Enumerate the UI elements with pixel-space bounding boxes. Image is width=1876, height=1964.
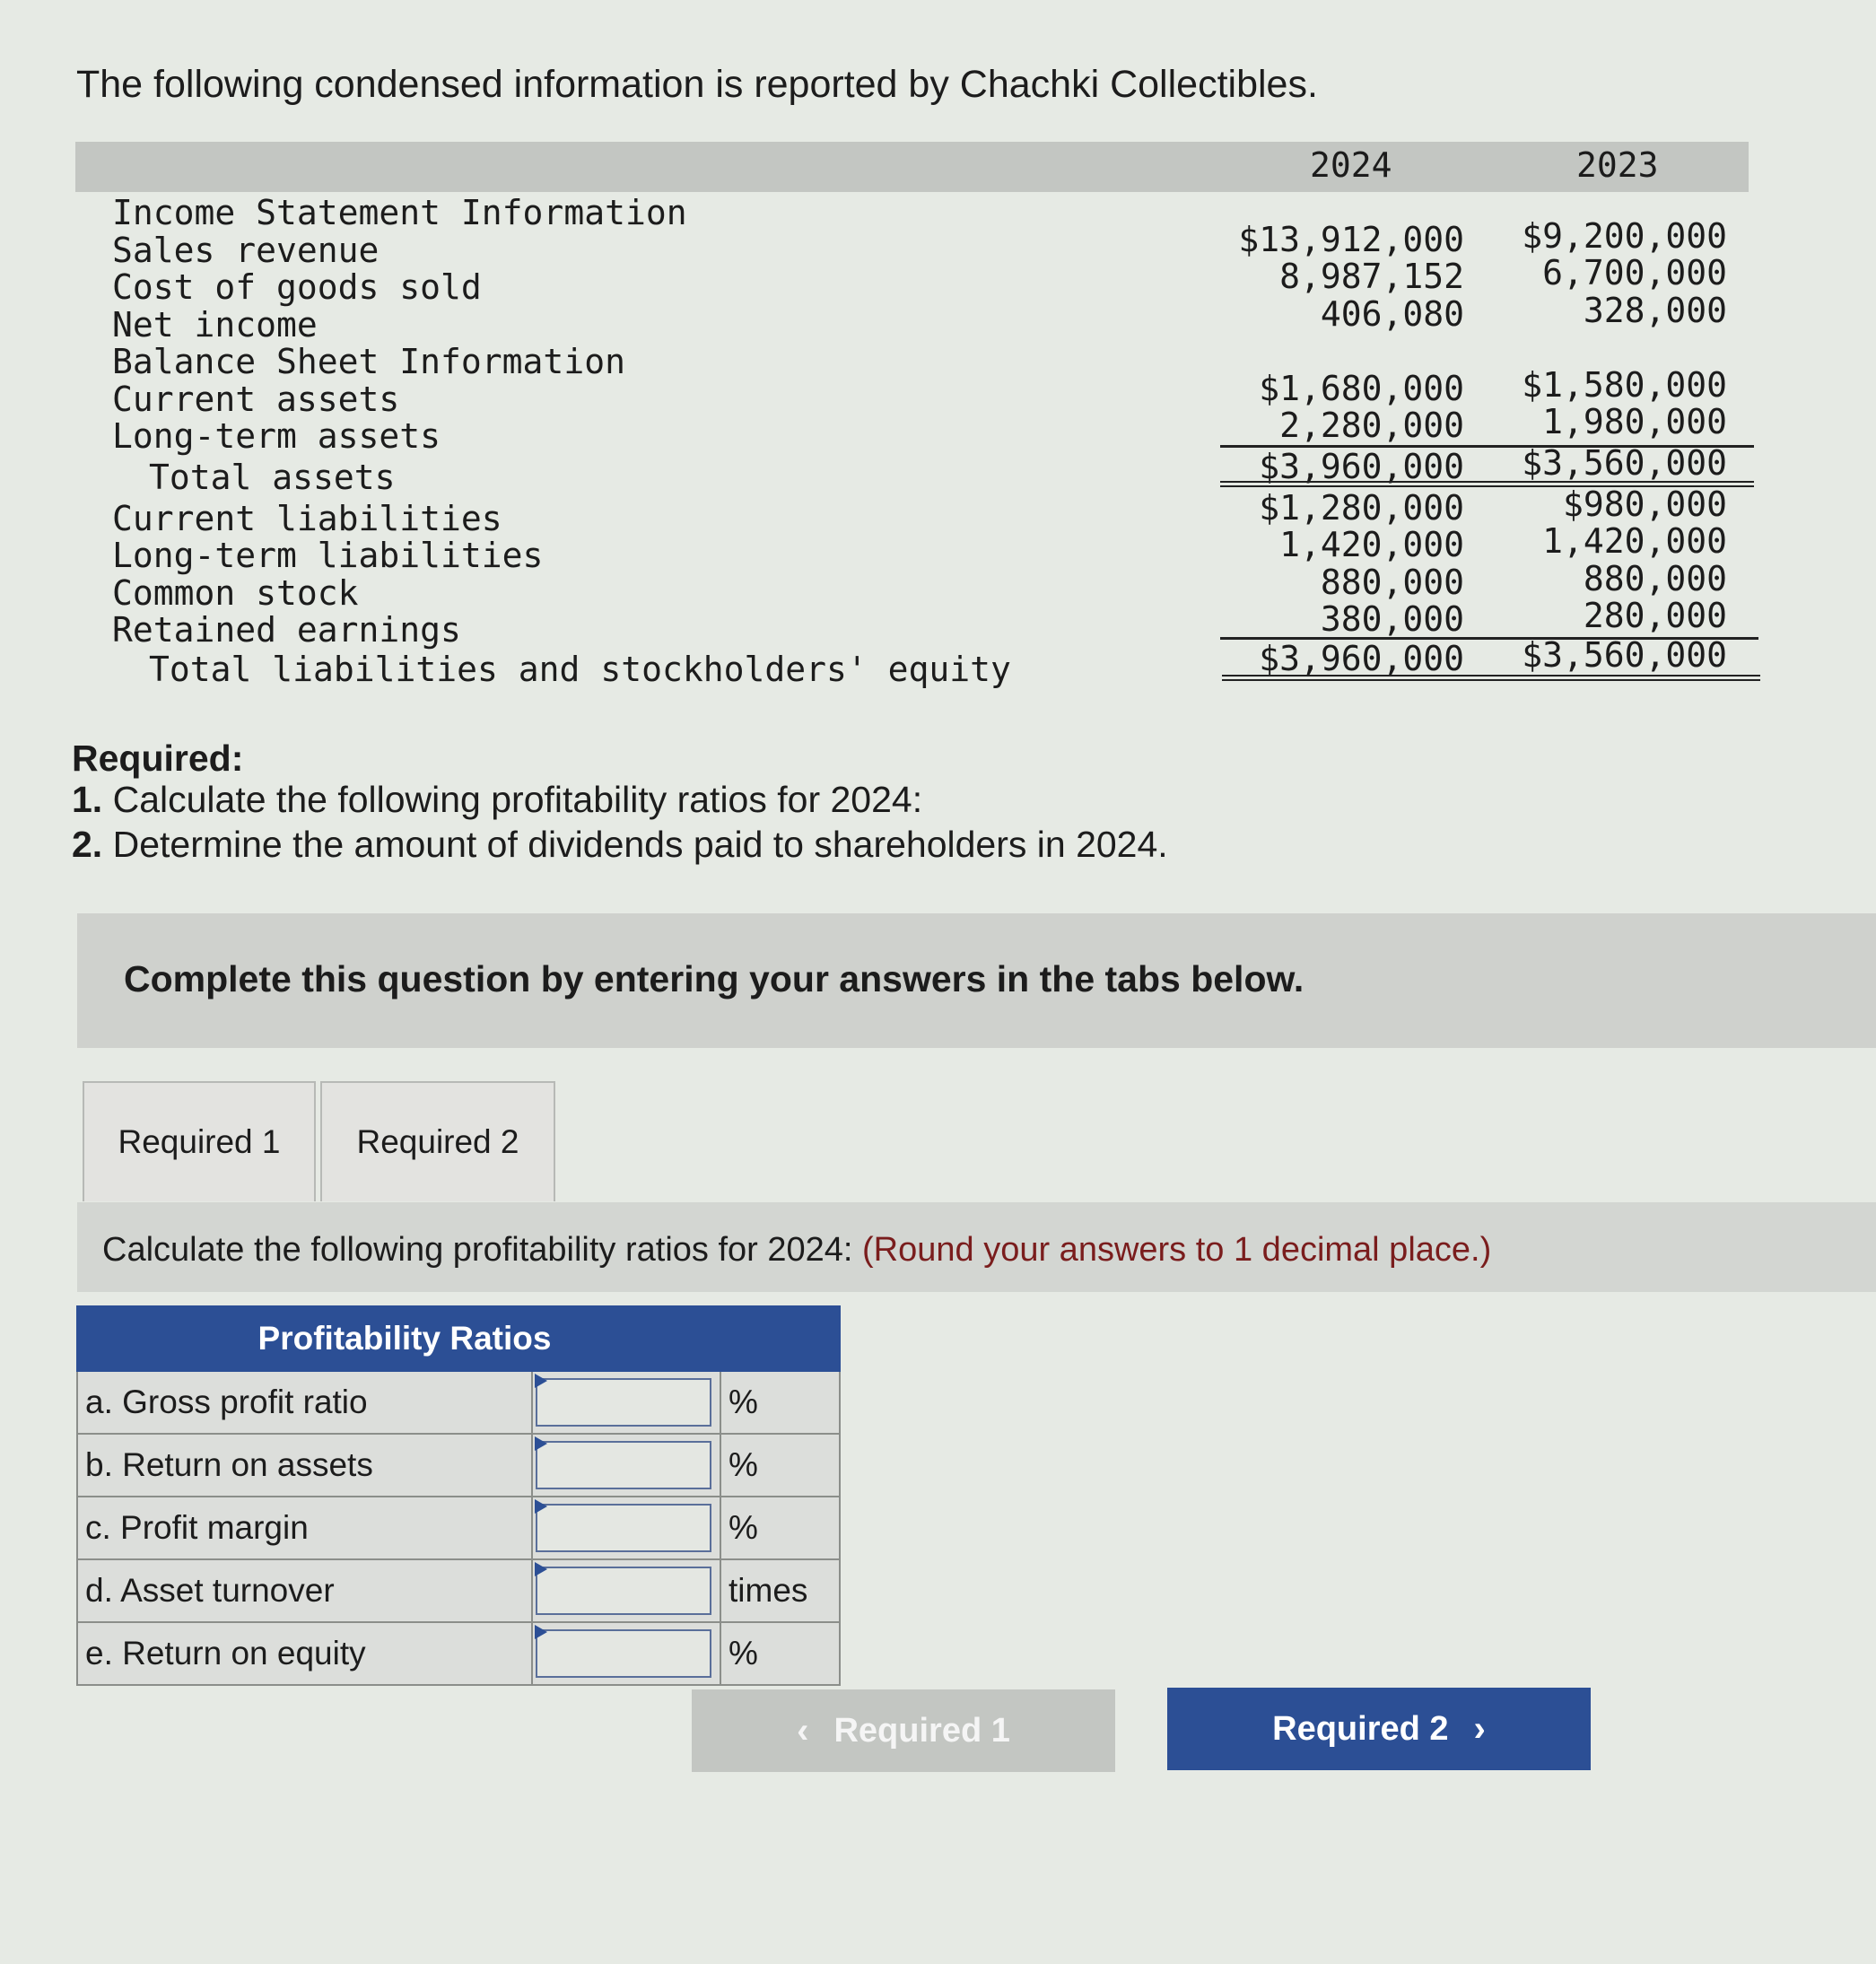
sales-revenue-label: Sales revenue: [112, 231, 380, 270]
year-2023-header: 2023: [1576, 145, 1659, 185]
asset-turnover-cell: [532, 1559, 720, 1622]
next-required-button-label: Required 2: [1272, 1709, 1449, 1748]
total-le-2023: $3,560,000: [1522, 635, 1727, 675]
profit-margin-input[interactable]: [536, 1504, 711, 1552]
gross-profit-ratio-cell: [532, 1371, 720, 1434]
total-liabilities-equity-label: Total liabilities and stockholders' equity: [149, 650, 1011, 689]
required-item-2: [72, 824, 1168, 866]
table-row: [77, 1497, 840, 1559]
tab-required-2[interactable]: [320, 1081, 555, 1201]
instructions-banner-text: Complete this question by entering your answers in the tabs below.: [124, 958, 1304, 999]
long-term-liabilities-2023: 1,420,000: [1542, 521, 1727, 561]
ratios-table-header-text: Profitability Ratios: [257, 1320, 552, 1357]
total-le-2024: $3,960,000: [1259, 639, 1464, 678]
long-term-assets-2023: 1,980,000: [1542, 402, 1727, 441]
input-flag-icon: [535, 1562, 547, 1576]
current-liabilities-label: Current liabilities: [112, 499, 502, 538]
profit-margin-label: c. Profit margin: [77, 1497, 532, 1559]
return-on-assets-unit: %: [720, 1434, 840, 1497]
tab-instruction: [102, 1231, 1491, 1270]
required-item-2-number: 2.: [72, 824, 103, 865]
sales-2024: $13,912,000: [1238, 220, 1464, 259]
required-item-1: [72, 779, 922, 821]
required-heading: Required:: [72, 738, 244, 779]
table-row: [77, 1371, 840, 1434]
net-income-label: Net income: [112, 305, 318, 345]
cogs-label: Cost of goods sold: [112, 267, 482, 307]
total-assets-label: Total assets: [149, 458, 396, 497]
intro-text: The following condensed information is reported by Chachki Collectibles.: [76, 63, 1318, 106]
long-term-liabilities-2024: 1,420,000: [1279, 525, 1464, 564]
required-item-1-text: Calculate the following profitability ratios for 2024:: [112, 779, 923, 820]
common-stock-2023: 880,000: [1583, 559, 1727, 598]
next-required-button[interactable]: [1167, 1688, 1591, 1770]
subtotal-rule-equity: [1220, 637, 1758, 640]
common-stock-label: Common stock: [112, 573, 359, 613]
table-row: [77, 1434, 840, 1497]
return-on-assets-input[interactable]: [536, 1441, 711, 1489]
total-le-double-rule: [1222, 675, 1760, 681]
asset-turnover-input[interactable]: [536, 1567, 711, 1615]
required-item-1-number: 1.: [72, 779, 103, 820]
current-liabilities-2024: $1,280,000: [1259, 488, 1464, 528]
retained-earnings-2023: 280,000: [1583, 596, 1727, 635]
tab-instruction-text: Calculate the following profitability ratios for 2024:: [102, 1231, 853, 1269]
net-income-2024: 406,080: [1320, 294, 1464, 334]
cogs-2023: 6,700,000: [1542, 253, 1727, 292]
table-row: [77, 1559, 840, 1622]
asset-turnover-unit: times: [720, 1559, 840, 1622]
subtotal-rule-assets: [1220, 445, 1754, 448]
long-term-assets-label: Long-term assets: [112, 416, 441, 456]
ratios-table-header: [77, 1306, 840, 1371]
current-assets-label: Current assets: [112, 380, 400, 419]
total-assets-2023: $3,560,000: [1522, 443, 1727, 483]
balance-sheet-heading: Balance Sheet Information: [112, 342, 625, 381]
cogs-2024: 8,987,152: [1279, 257, 1464, 296]
long-term-assets-2024: 2,280,000: [1279, 406, 1464, 445]
prev-required-button-label: Required 1: [833, 1711, 1010, 1750]
tab-required-1-label: Required 1: [118, 1123, 281, 1160]
retained-earnings-label: Retained earnings: [112, 610, 461, 650]
total-assets-double-rule: [1220, 481, 1754, 487]
return-on-equity-unit: %: [720, 1622, 840, 1685]
total-assets-2024: $3,960,000: [1259, 447, 1464, 486]
asset-turnover-label: d. Asset turnover: [77, 1559, 532, 1622]
year-2024-header: 2024: [1310, 145, 1392, 185]
input-flag-icon: [535, 1499, 547, 1514]
sales-2023: $9,200,000: [1522, 216, 1727, 256]
profit-margin-unit: %: [720, 1497, 840, 1559]
retained-earnings-2024: 380,000: [1320, 599, 1464, 639]
gross-profit-ratio-input[interactable]: [536, 1378, 711, 1427]
net-income-2023: 328,000: [1583, 291, 1727, 330]
return-on-equity-cell: [532, 1622, 720, 1685]
chevron-right-icon: ›: [1473, 1708, 1486, 1749]
gross-profit-ratio-label: a. Gross profit ratio: [77, 1371, 532, 1434]
chevron-left-icon: ‹: [797, 1710, 809, 1750]
prev-required-button[interactable]: [692, 1689, 1115, 1772]
profitability-ratios-table: [76, 1305, 841, 1686]
rounding-note: (Round your answers to 1 decimal place.): [862, 1231, 1492, 1269]
input-flag-icon: [535, 1625, 547, 1639]
input-flag-icon: [535, 1436, 547, 1451]
current-assets-2024: $1,680,000: [1259, 369, 1464, 408]
statement-header-bar: [75, 142, 1749, 192]
return-on-assets-cell: [532, 1434, 720, 1497]
long-term-liabilities-label: Long-term liabilities: [112, 536, 544, 575]
tab-required-1[interactable]: [83, 1081, 316, 1201]
return-on-equity-label: e. Return on equity: [77, 1622, 532, 1685]
current-assets-2023: $1,580,000: [1522, 365, 1727, 405]
tab-required-2-label: Required 2: [356, 1123, 519, 1160]
profit-margin-cell: [532, 1497, 720, 1559]
return-on-assets-label: b. Return on assets: [77, 1434, 532, 1497]
return-on-equity-input[interactable]: [536, 1629, 711, 1678]
table-row: [77, 1622, 840, 1685]
input-flag-icon: [535, 1374, 547, 1388]
gross-profit-ratio-unit: %: [720, 1371, 840, 1434]
current-liabilities-2023: $980,000: [1562, 484, 1727, 524]
income-statement-heading: Income Statement Information: [112, 193, 687, 232]
required-item-2-text: Determine the amount of dividends paid to shareholders in 2024.: [112, 824, 1168, 865]
common-stock-2024: 880,000: [1320, 563, 1464, 602]
